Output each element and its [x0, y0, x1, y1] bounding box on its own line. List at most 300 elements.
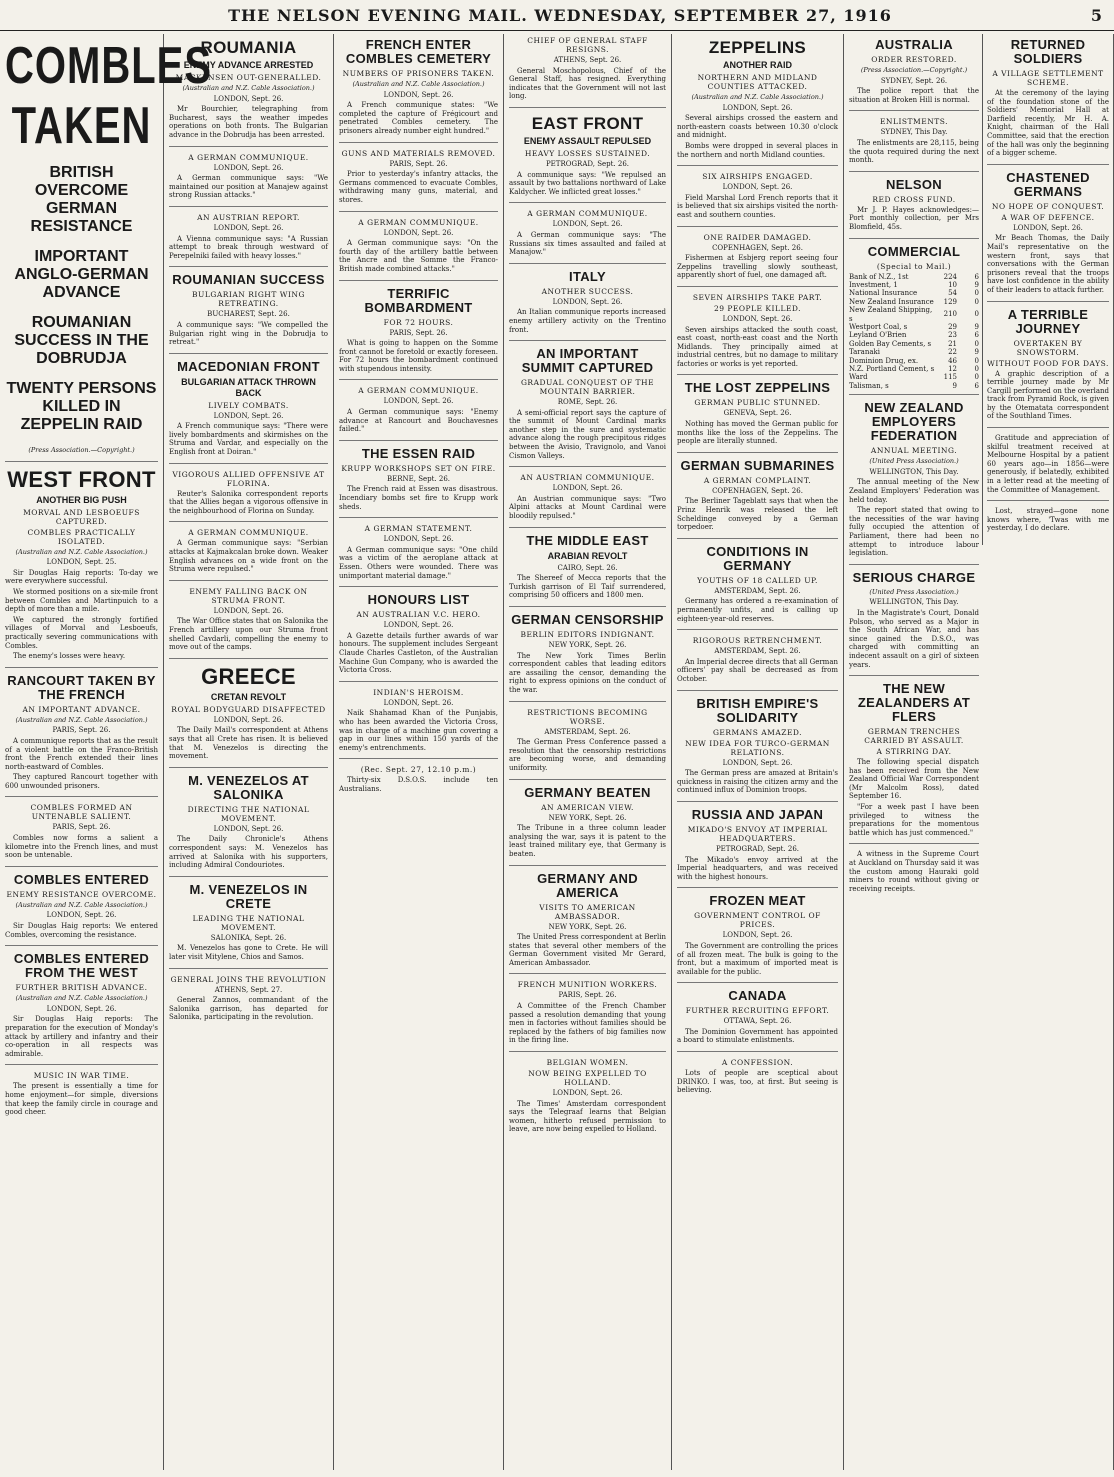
headline: ITALY — [569, 268, 606, 284]
share-price-table — [849, 273, 979, 391]
dateline: LONDON, Sept. 26. — [552, 1089, 623, 1098]
subhead: KRUPP WORKSHOPS SET ON FIRE. — [341, 463, 496, 473]
body-text: A witness in the Supreme Court at Auckland on Thursday said it was the custom among Hauraki gold miners to round without giving or receiving receipts. — [849, 850, 979, 893]
subhead: GERMAN PUBLIC STUNNED. — [694, 398, 821, 408]
deck: ENEMY ASSAULT REPULSED — [523, 135, 652, 146]
dateline: LONDON, Sept. 26. — [722, 183, 793, 192]
dateline: LONDON, Sept. 26. — [552, 220, 623, 229]
dateline: CAIRO, Sept. 26. — [557, 563, 618, 572]
article-guns-removed — [339, 149, 498, 212]
dateline: LONDON, Sept. 26. — [213, 94, 284, 103]
body-text: A French communique says: "There were lively bombardments and skirmishes on the Struma and Vardar, and especially on the English front at Doiran." — [169, 422, 328, 457]
subhead: NEW IDEA FOR TURCO-GERMAN RELATIONS. — [685, 738, 830, 757]
credit: (Australian and N.Z. Cable Association.) — [15, 900, 148, 909]
subhead: MIKADO'S ENVOY AT IMPERIAL HEADQUARTERS. — [687, 824, 828, 843]
body-text: Germany has ordered a re-examination of permanently unfits, and is calling up eighteen-year-old reserves. — [677, 597, 838, 623]
dateline: LONDON, Sept. 26. — [722, 758, 793, 767]
subhead: WITHOUT FOOD FOR DAYS. — [987, 358, 1109, 368]
headline: HONOURS LIST — [367, 592, 470, 608]
share-price: 210 — [943, 310, 957, 319]
subhead: ROYAL BODYGUARD DISAFFECTED — [171, 704, 326, 714]
deck: ARABIAN REVOLT — [547, 550, 628, 561]
article-honours-list — [339, 593, 498, 682]
share-price-row — [849, 365, 979, 373]
dateline: NEW YORK, Sept. 26. — [548, 813, 627, 822]
body-text: In the Magistrate's Court, Donald Polson, who served as a Major in the South African War, and has since gained the D.S.O., was charged with committing an indecent assault on a girl of sixteen years. — [849, 608, 979, 669]
body-text: An Italian communique reports increased enemy artillery activity on the Trentino front. — [509, 308, 666, 334]
dateline: AMSTERDAM, Sept. 26. — [544, 727, 631, 736]
dateline: BERNE, Sept. 26. — [386, 474, 451, 483]
column-6-left — [849, 34, 979, 905]
body-text: The Daily Mail's correspondent at Athens says that all Crete has risen. It is believed that M. Venezelos is directing the movement. — [169, 726, 328, 761]
body-text: An Austrian communique says: "Two Alpini attacks at Mount Cardinal were bloodily repulsed." — [509, 494, 666, 521]
article-germany-america — [509, 872, 666, 975]
share-price: 6 — [974, 272, 979, 281]
credit: (United Press Association.) — [869, 457, 959, 466]
subhead: MORVAL AND LESBOEUFS CAPTURED. — [23, 507, 140, 526]
dateline: GENEVA, Sept. 26. — [723, 409, 792, 418]
body-text: They captured Rancourt together with 600 unwounded prisoners. — [5, 773, 158, 790]
dateline: ATHENS, Sept. 26. — [553, 56, 622, 64]
share-name: New Zealand Insurance — [849, 297, 934, 306]
headline: BRITISH EMPIRE'S SOLIDARITY — [696, 695, 819, 725]
body-text: A communique reports that as the result of a violent battle on the Franco-British front the French extended their lines north-eastward of Combles. — [5, 736, 158, 771]
dateline: LONDON, Sept. 26. — [213, 715, 284, 724]
deck: ENEMY ADVANCE ARRESTED — [183, 60, 314, 70]
dateline: LONDON, Sept. 26. — [213, 606, 284, 615]
body-text: The Government are controlling the prices of all frozen meat. The bulk is going to the front, but a maximum of imported meat is available for the public. — [677, 941, 838, 976]
article-roumania — [169, 38, 328, 147]
body-text: Field Marshal Lord French reports that it is believed that six airships visited the north-east and southern counties. — [677, 193, 838, 219]
dateline: WELLINGTON, This Day. — [869, 598, 959, 607]
body-text: The Mikado's envoy arrived at the Imperial headquarters, and was received with the highest honours. — [677, 855, 838, 881]
article-rancourt — [5, 674, 158, 798]
dateline: SYDNEY, Sept. 26. — [880, 76, 948, 85]
headline: CANADA — [728, 988, 787, 1004]
subhead: A GERMAN COMMUNIQUE. — [358, 217, 479, 227]
body-text: A French communique states: "We completed the capture of Frégicourt and penetrated Combles cemetery. The prisoners already number eight hundred." — [339, 101, 498, 135]
article-lost-strayed — [987, 507, 1109, 539]
article-macedonian-front — [169, 360, 328, 464]
article-conditions-germany — [677, 545, 838, 630]
dateline: AMSTERDAM, Sept. 26. — [714, 647, 801, 656]
article-enlistments — [849, 117, 979, 171]
credit: (Press Association.—Copyright.) — [860, 66, 968, 74]
credit: (Australian and N.Z. Cable Association.) — [15, 547, 148, 556]
article-general-joins — [169, 975, 328, 1028]
article-combles-salient — [5, 803, 158, 866]
article-essen-raid — [339, 447, 498, 518]
body-text: Sir Douglas Haig reports: To-day we were everywhere successful. — [5, 568, 158, 586]
subhead: GUNS AND MATERIALS REMOVED. — [341, 148, 496, 158]
dateline: LONDON, Sept. 26. — [213, 223, 284, 232]
subhead: ORDER RESTORED. — [871, 55, 957, 64]
headline: FROZEN MEAT — [709, 893, 806, 909]
body-text: The Times' Amsterdam correspondent says the Telegraaf learns that Belgian women, hitherto refused permission to leave, are now being expelled to Holland. — [509, 1099, 666, 1134]
column-6 — [844, 34, 1114, 1470]
body-text: Mr Bourchier, telegraphing from Bucharest, says the weather impedes operations on both fronts. The Bulgarian advance in the Dobrudja has been arrested. — [169, 105, 328, 139]
subhead: AN AUSTRALIAN V.C. HERO. — [356, 610, 481, 620]
subhead: FRENCH MUNITION WORKERS. — [517, 980, 658, 990]
body-text: Sir Douglas Haig reports: The preparation for the execution of Monday's attack by artillery and infantry and their co-operation in all respects was admirable. — [5, 1015, 158, 1058]
article-one-raider — [677, 233, 838, 287]
column-5 — [672, 34, 844, 1470]
subhead: SEVEN AIRSHIPS TAKE PART. — [692, 292, 823, 302]
share-name: Ward — [849, 373, 868, 382]
body-text: We stormed positions on a six-mile front between Combles and Martinpuich to a depth of more than a mile. — [5, 587, 158, 614]
article-zeppelins — [677, 38, 838, 166]
column-3 — [334, 34, 504, 1470]
lead-headline: COMBLES TAKEN — [5, 37, 212, 155]
article-middle-east — [509, 534, 666, 607]
subhead: A WAR OF DEFENCE. — [1001, 212, 1095, 222]
article-combles-west — [5, 952, 158, 1065]
credit: (Australian and N.Z. Cable Association.) — [182, 84, 315, 92]
share-price-row — [849, 373, 979, 381]
share-price: 9 — [974, 280, 979, 289]
dateline: BUCHAREST, Sept. 26. — [207, 310, 290, 319]
credit: (Australian and N.Z. Cable Association.) — [352, 80, 485, 88]
body-text: A German communique says: "One child was a victim of the aeroplane attack at Essen. Others were wounded. There was unimportant material damage." — [339, 545, 498, 580]
article-chief-staff — [509, 36, 666, 108]
share-price: 46 — [948, 356, 957, 365]
headline: COMBLES ENTERED FROM THE WEST — [13, 951, 150, 981]
article-nz-employers — [849, 401, 979, 565]
dateline: NEW YORK, Sept. 26. — [548, 922, 627, 931]
subhead: A GERMAN COMMUNIQUE. — [188, 152, 309, 162]
article-austrian-report — [169, 213, 328, 267]
subhead: AN IMPORTANT ADVANCE. — [22, 704, 141, 714]
body-text: General Moschopolous, Chief of the General Staff, has resigned. Everything indicates that the Government will not last long. — [509, 66, 666, 101]
body-text: An Imperial decree directs that all German officers' pay shall be decreased as from October. — [677, 657, 839, 683]
subhead: A GERMAN STATEMENT. — [364, 524, 473, 534]
body-text: A communique says: "We compelled the Bulgarian right wing in the Dobrudja to retreat." — [169, 320, 328, 347]
body-text: The present is essentially a time for home enjoyment—for simple, diversions that keep the family circle in courage and good cheer. — [5, 1082, 158, 1117]
body-text: The Dominion Government has appointed a board to stimulate enlistments. — [677, 1027, 838, 1045]
body-text: The German press are amazed at Britain's quickness in raising the citizen army and the continued influx of Dominion troops. — [677, 769, 838, 795]
body-text: The New York Times Berlin correspondent cables that leading editors are assailing the censor, demanding the right to express opinions on the conduct of the war. — [509, 651, 666, 694]
subhead: ONE RAIDER DAMAGED. — [703, 232, 812, 242]
body-text: Lots of people are sceptical about DRINKO. I was, too, at first. But seeing is believing. — [677, 1069, 838, 1095]
headline: WEST FRONT — [7, 466, 156, 492]
subhead: (Special to Mail.) — [876, 261, 952, 271]
article-seven-airships — [677, 293, 838, 376]
share-price: 115 — [943, 373, 957, 382]
credit: (United Press Association.) — [869, 587, 959, 596]
dateline: LONDON, Sept. 26. — [383, 698, 454, 707]
share-price: 54 — [948, 289, 957, 298]
headline: RUSSIA AND JAPAN — [691, 806, 824, 822]
headline: THE NEW ZEALANDERS AT FLERS — [857, 681, 971, 725]
dateline: LONDON, Sept. 26. — [383, 535, 454, 544]
share-price-row — [849, 323, 979, 331]
body-text: A German communique says: "Enemy advance at Rancourt and Bouchavesnes failed." — [339, 408, 498, 434]
subhead: AN AMERICAN VIEW. — [541, 802, 634, 812]
headline: GREECE — [201, 663, 296, 689]
credit: (Australian and N.Z. Cable Association.) — [15, 994, 148, 1003]
body-text: A semi-official report says the capture of the summit of Mount Cardinal marks another step in the sure and systematic advance along the rough precipitous ridges between the Avisio, Travignolo, and Vanoi Cismon Valleys. — [509, 408, 666, 460]
deck: ANOTHER BIG PUSH — [36, 494, 127, 505]
article-witness — [849, 850, 979, 899]
share-price-row — [849, 357, 979, 365]
dateline: PARIS, Sept. 26. — [389, 159, 448, 168]
headline: EAST FRONT — [531, 113, 644, 133]
article-new-zealanders-flers — [849, 682, 979, 844]
share-name: Dominion Drug, ex. — [849, 356, 919, 365]
body-text: Reuter's Salonika correspondent reports that the Allies began a vigorous offensive in the neighbourhood of Florina on Sunday. — [169, 489, 328, 515]
dateline: PARIS, Sept. 26. — [558, 991, 617, 1000]
dateline: COPENHAGEN, Sept. 26. — [712, 486, 803, 495]
subhead: FOR 72 HOURS. — [383, 317, 454, 327]
headline: THE ESSEN RAID — [361, 445, 476, 461]
subhead: A GERMAN COMMUNIQUE. — [527, 209, 648, 219]
body-text: The following special dispatch has been received from the New Zealand Official War Correspondent (Mr Malcolm Ross), dated September 16. — [849, 758, 979, 801]
body-text: We captured the strongly fortified villages of Morval and Lesboeufs, practically severing communications with Combles. — [5, 615, 158, 650]
body-text: Sir Douglas Haig reports: We entered Combles, overcoming the resistance. — [5, 922, 158, 939]
body-text: A Gazette details further awards of war honours. The supplement includes Sergeant Claude Charles Castleton, of the Australian Machine Gun Company, who is awarded the Victoria Cross. — [339, 631, 498, 675]
subhead: RIGOROUS RETRENCHMENT. — [692, 636, 823, 646]
dateline: LONDON, Sept. 26. — [1013, 223, 1083, 232]
subhead: GRADUAL CONQUEST OF THE MOUNTAIN BARRIER. — [520, 378, 655, 397]
subhead: AN AUSTRIAN REPORT. — [197, 212, 300, 222]
article-french-munition — [509, 980, 666, 1052]
body-text: A German communique says: "The Russians six times assaulted and failed at Manajow." — [509, 230, 666, 257]
dateline: LONDON, Sept. 26. — [383, 228, 454, 237]
body-text: The United Press correspondent at Berlin states that several other members of the German Government visited Mr Gerard, American Ambassador. — [509, 933, 666, 967]
lead-deck-2: IMPORTANT ANGLO-GERMAN ADVANCE — [14, 248, 149, 301]
headline: M. VENEZELOS IN CRETE — [189, 881, 308, 911]
subhead: COMBLES FORMED AN UNTENABLE SALIENT. — [30, 803, 133, 822]
headline: THE LOST ZEPPELINS — [684, 380, 831, 396]
share-price: 224 — [943, 272, 957, 281]
lead-deck-3: ROUMANIAN SUCCESS IN THE DOBRUDJA — [14, 314, 149, 367]
dateline: PETROGRAD, Sept. 26. — [545, 159, 630, 168]
body-text: The annual meeting of the New Zealand Employers' Federation was held today. — [849, 478, 979, 504]
article-lost-zeppelins — [677, 381, 838, 452]
share-name: Talisman, s — [849, 381, 889, 390]
article-canada — [677, 989, 838, 1052]
share-price: 0 — [974, 373, 979, 382]
share-name: Taranaki — [849, 348, 880, 357]
share-price: 6 — [974, 331, 979, 340]
share-name: N.Z. Portland Cement, s — [849, 365, 935, 373]
subhead: MACKENSEN OUT-GENERALLED. — [175, 73, 322, 82]
share-price: 12 — [948, 365, 957, 373]
share-price: 23 — [948, 331, 957, 340]
body-text: The enlistments are 28,115, being the quota required during the next month. — [849, 138, 979, 165]
deck: CRETAN REVOLT — [210, 691, 287, 702]
subhead: FURTHER BRITISH ADVANCE. — [15, 983, 148, 993]
dateline: LONDON, Sept. 26. — [46, 911, 117, 920]
headline: M. VENEZELOS AT SALONIKA — [188, 772, 309, 802]
headline: ZEPPELINS — [708, 38, 807, 57]
share-price: 0 — [974, 289, 979, 298]
subhead: VIGOROUS ALLIED OFFENSIVE AT FLORINA. — [172, 469, 325, 488]
article-italy — [509, 270, 666, 341]
dateline: LONDON, Sept. 26. — [383, 90, 454, 99]
article-east-front — [509, 114, 666, 203]
deck: ANOTHER RAID — [723, 60, 792, 70]
subhead: CHIEF OF GENERAL STAFF RESIGNS. — [527, 36, 648, 54]
headline: GERMANY AND AMERICA — [537, 870, 638, 900]
share-price-row — [849, 331, 979, 339]
lead-deck-4: TWENTY PERSONS KILLED IN ZEPPELIN RAID — [6, 380, 157, 433]
headline: TERRIFIC BOMBARDMENT — [364, 285, 473, 315]
subhead: ANNUAL MEETING. — [870, 446, 958, 456]
article-combles-entered — [5, 873, 158, 946]
share-price: 0 — [974, 339, 979, 348]
article-british-solidarity — [677, 697, 838, 802]
column-1 — [0, 34, 212, 1470]
share-price: 129 — [943, 297, 957, 306]
headline: NEW ZEALAND EMPLOYERS FEDERATION — [864, 400, 964, 444]
subhead: GOVERNMENT CONTROL OF PRICES. — [694, 911, 821, 930]
share-price: 0 — [974, 310, 979, 319]
share-price-row — [849, 306, 979, 323]
subhead: ANOTHER SUCCESS. — [541, 286, 634, 296]
body-text: The German Press Conference passed a resolution that the censorship restrictions are becoming worse, and demanding uniformity. — [509, 738, 666, 772]
share-price: 0 — [974, 297, 979, 306]
dateline: LONDON, Sept. 26. — [722, 314, 793, 323]
dateline: LONDON, Sept. 26. — [213, 824, 284, 833]
share-name: New Zealand Shipping, s — [849, 306, 933, 323]
newspaper-title: THE NELSON EVENING MAIL. WEDNESDAY, SEPTEMBER 27, 1916 — [228, 6, 892, 25]
subhead: A VILLAGE SETTLEMENT SCHEME. — [992, 69, 1104, 87]
share-name: Golden Bay Cements, s — [849, 339, 932, 348]
dateline: ROME, Sept. 26. — [557, 398, 618, 407]
share-price: 29 — [948, 322, 957, 331]
dateline: NEW YORK, Sept. 26. — [548, 641, 627, 649]
dateline: LONDON, Sept. 26. — [722, 931, 793, 940]
body-text: The Berliner Tageblatt says that when the Prinz Henrik was released the left Scheldinge conveyed by a German torpedoer. — [677, 497, 838, 532]
body-text: Bombs were dropped in several places in the northern and north Midland counties. — [677, 141, 838, 159]
subhead: YOUTHS OF 18 CALLED UP. — [697, 575, 818, 585]
body-text: Nothing has moved the German public for months like the loss of the Zeppelins. The people are literally stunned. — [677, 420, 838, 446]
dateline: LONDON, Sept. 26. — [552, 484, 623, 493]
lead-story — [5, 37, 212, 462]
body-text: The Shereef of Mecca reports that the Turkish garrison of El Taif surrendered, comprising 50 officers and 1800 men. — [509, 574, 666, 600]
subhead: A CONFESSION. — [721, 1058, 794, 1068]
article-six-airships — [677, 172, 838, 226]
subhead: RED CROSS FUND. — [872, 194, 956, 204]
share-price-row — [849, 298, 979, 306]
article-austrian-communique — [509, 473, 666, 527]
subhead: NOW BEING EXPELLED TO HOLLAND. — [528, 1069, 647, 1088]
dateline: LONDON, Sept. 26. — [213, 163, 284, 172]
headline: FRENCH ENTER COMBLES CEMETERY — [345, 37, 492, 66]
body-text: At the ceremony of the laying of the foundation stone of the Soldiers' Memorial Hall at Darfield recently, Mr H. A. Knight, chairman of the Hall Committee, said that the erection of the hall was only the beginning of a bigger scheme. — [987, 89, 1109, 158]
article-german-communique-3 — [339, 386, 498, 440]
article-roumanian-success — [169, 273, 328, 353]
share-price-row — [849, 340, 979, 348]
subhead: DIRECTING THE NATIONAL MOVEMENT. — [187, 804, 310, 823]
headline: CHASTENED GERMANS — [1006, 169, 1090, 199]
subhead: HEAVY LOSSES SUSTAINED. — [524, 148, 651, 158]
headline: SERIOUS CHARGE — [852, 569, 976, 585]
body-text: A graphic description of a terrible journey made by Mr Cargill performed on the overland track from Pyramid Rock, is given by the Otematata correspondent of the Southland Times. — [987, 369, 1109, 421]
dateline: LONDON, Sept. 25. — [46, 558, 117, 567]
body-text: M. Venezelos has gone to Crete. He will later visit Mitylene, Chios and Samos. — [169, 944, 328, 961]
dateline: PARIS, Sept. 26. — [52, 726, 111, 735]
article-german-communique — [169, 153, 328, 207]
subhead: ENEMY FALLING BACK ON STRUMA FRONT. — [189, 586, 308, 605]
article-nelson — [849, 178, 979, 239]
headline: NELSON — [886, 176, 942, 192]
article-french-enter — [339, 38, 498, 143]
article-australia — [849, 38, 979, 111]
headline: ROUMANIA — [200, 38, 297, 57]
body-text: What is going to happen on the Somme front cannot be foretold or exactly foreseen. For 72 hours the bombardment continued with stupendous intensity. — [339, 339, 498, 373]
body-text: The Daily Chronicle's Athens correspondent says: M. Venezelos has arrived at Salonika with his supporters, including Admiral Condouriotes. — [169, 835, 328, 870]
article-german-submarines — [677, 459, 838, 539]
article-music — [5, 1071, 158, 1122]
subhead: BERLIN EDITORS INDIGNANT. — [520, 630, 655, 639]
subhead: A GERMAN COMMUNIQUE. — [188, 528, 309, 538]
deck: BULGARIAN ATTACK THROWN BACK — [181, 376, 316, 398]
column-2 — [164, 34, 334, 1470]
article-german-communique-4 — [509, 209, 666, 263]
dateline: WELLINGTON, This Day. — [869, 467, 959, 476]
subhead: OVERTAKEN BY SNOWSTORM. — [1013, 338, 1083, 357]
body-text: The French raid at Essen was disastrous. Incendiary bombs set fire to Krupp work sheds. — [339, 485, 498, 511]
share-price-row — [849, 289, 979, 297]
column-4 — [504, 34, 672, 1470]
share-price: 21 — [948, 339, 957, 348]
share-name: Leyland O'Brien — [849, 331, 907, 340]
subhead: A GERMAN COMMUNIQUE. — [358, 386, 479, 396]
article-returned-soldiers — [987, 38, 1109, 165]
article-west-front — [5, 468, 158, 668]
subhead: A GERMAN COMPLAINT. — [703, 475, 812, 485]
headline: GERMAN CENSORSHIP — [511, 612, 664, 627]
share-name: Bank of N.Z., 1st — [849, 272, 909, 281]
share-price: 9 — [952, 381, 957, 390]
share-price: 0 — [974, 365, 979, 373]
article-important-summit — [509, 347, 666, 467]
body-text: A German communique says: "We maintained our position at Manajew against strong Russian attacks." — [169, 174, 328, 200]
dateline: LONDON, Sept. 26. — [383, 397, 454, 406]
article-venezelos-salonika — [169, 774, 328, 877]
headline: COMMERCIAL — [867, 243, 961, 259]
dateline: PETROGRAD, Sept. 26. — [715, 844, 800, 853]
subhead: LIVELY COMBATS. — [208, 400, 289, 410]
subhead: FURTHER RECRUITING EFFORT. — [685, 1006, 830, 1016]
subhead: LEADING THE NATIONAL MOVEMENT. — [192, 913, 305, 932]
subhead: AN AUSTRIAN COMMUNIQUE. — [520, 473, 655, 483]
body-text: A German communique says: "On the fourth day of the artillery battle between the Ancre and the Somme the Franco-British made combined attacks." — [339, 239, 498, 273]
share-price-row — [849, 382, 979, 390]
page-number: 5 — [1090, 6, 1102, 25]
share-name: National Insurance — [849, 289, 918, 298]
article-german-censorship — [509, 613, 666, 702]
headline: ROUMANIAN SUCCESS — [172, 272, 325, 288]
subhead: A STIRRING DAY. — [876, 747, 952, 757]
dateline: AMSTERDAM, Sept. 26. — [714, 586, 801, 595]
body-text: General Zannos, commandant of the Salonika garrison, has departed for Salonika, participating in the revolution. — [169, 996, 328, 1022]
share-name: Investment, 1 — [849, 280, 898, 289]
body-text: Lost, strayed—gone none knows where, 'Twas with me yesterday, I do declare. — [987, 507, 1109, 533]
body-text: The police report that the situation at Broken Hill is normal. — [849, 87, 979, 104]
subhead: RESTRICTIONS BECOMING WORSE. — [527, 707, 648, 726]
body-text: The War Office states that on Salonika the French artillery upon our Struma front shelled Cavdarli, compelling the enemy to move out of the camps. — [169, 617, 328, 652]
body-text: Naik Shahamad Khan of the Punjabis, who has been awarded the Victoria Cross, was in charge of a machine gun covering a gap in our lines within 150 yards of the enemy's entrenchments. — [339, 709, 498, 752]
dateline: LONDON, Sept. 26. — [46, 1004, 117, 1013]
body-text: A Vienna communique says: "A Russian attempt to break through westward of Perepelniki failed with heavy losses." — [169, 234, 328, 260]
body-text: Gratitude and appreciation of skilful treatment received at Melbourne Hospital by a patient 60 years ago—in 1856—were generously, if belatedly, exhibited in a letter read at the meeting of the Committee of Management. — [987, 434, 1109, 494]
article-retrenchment — [677, 636, 838, 690]
body-text: Mr Beach Thomas, the Daily Mail's representative on the western front, says that conversations with the German prisoners reveal that the troops have lost confidence in the ability of their leaders to attack further. — [987, 234, 1109, 294]
subhead: NUMBERS OF PRISONERS TAKEN. — [342, 69, 495, 78]
